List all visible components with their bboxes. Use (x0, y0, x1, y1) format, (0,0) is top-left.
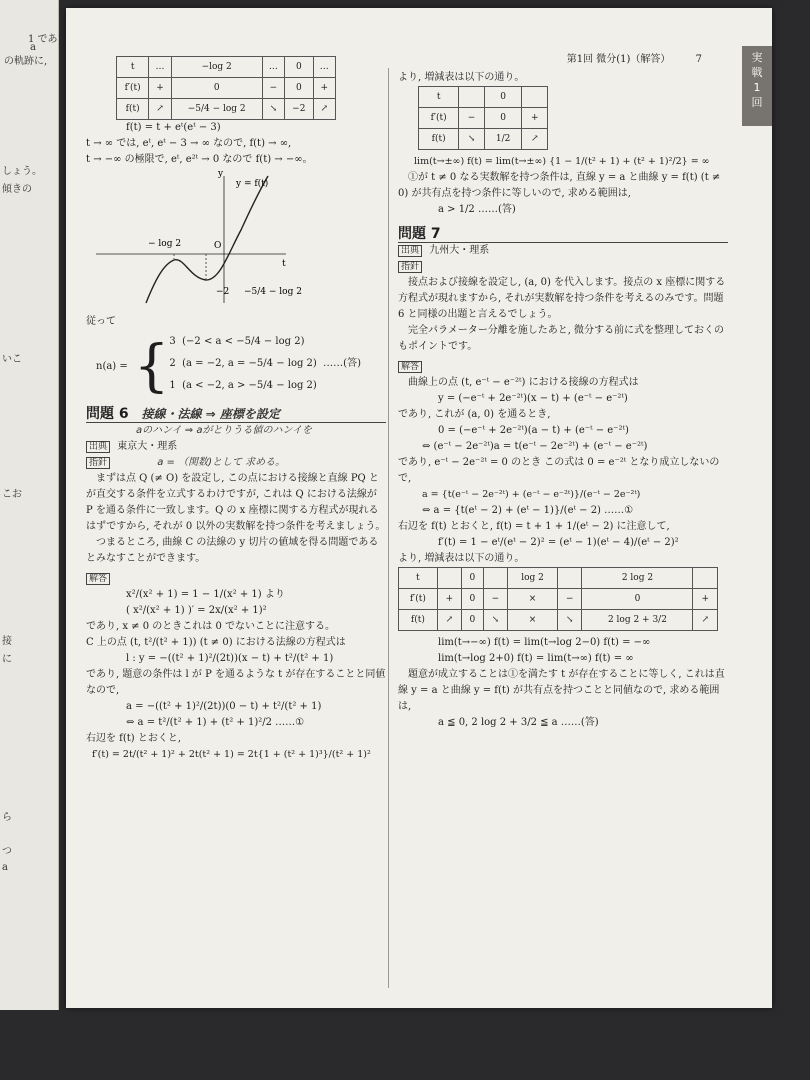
tick-label: −2 (216, 287, 230, 297)
answer-tag: 解答 (86, 573, 110, 585)
table-cell: × (508, 589, 558, 610)
fragment: いこ (2, 354, 22, 365)
handwritten-note: 接線・法線 ⇒ 座標を設定 (141, 407, 280, 421)
fragment: a (30, 42, 36, 53)
case-condition: (a < −2, a > −5/4 − log 2) (182, 380, 317, 391)
formula: ⇔ a = t²/(t² + 1) + (t² + 1)²/2 ……① (126, 717, 305, 728)
text-line: t → ∞ では, eᵗ, eᵗ − 3 → ∞ なので, f(t) → ∞, (86, 138, 292, 149)
text-line: 右辺を f(t) とおくと, f(t) = t + 1 + 1/(eᵗ − 2) に注意して, (398, 521, 670, 532)
table-cell: t (399, 568, 438, 589)
source-text: 九州大・理系 (429, 245, 490, 256)
table-cell (522, 87, 548, 108)
formula: l : y = −((t² + 1)²/(2t))(x − t) + t²/(t² + 1) (126, 653, 334, 664)
problem-title: 問題 6 (86, 406, 129, 422)
table-cell: −log 2 (171, 57, 262, 78)
formula: x²/(x² + 1) = 1 − 1/(x² + 1) より (126, 589, 285, 600)
answer-heading (86, 571, 386, 587)
text-line: であり, 題意の条件は l が P を通るような t が存在することと同値なので, (86, 669, 386, 696)
fragment: こお (2, 489, 22, 500)
table-cell: ↗ (437, 610, 461, 631)
tick-label: −5/4 − log 2 (244, 287, 302, 297)
formula: lim(t→±∞) f(t) = lim(t→±∞) {1 − 1/(t² + 1) + (t² + 1)²/2} = ∞ (414, 156, 710, 167)
case-list (169, 334, 361, 400)
paragraph: 題意が成立することは①を満たす t が存在することに等しく, これは直線 y = a と曲線 y = f(t) が共有点を持つことと同値なので, 求める範囲は, (398, 669, 725, 712)
formula: ( x²/(x² + 1) )′ = 2x/(x² + 1)² (126, 605, 267, 616)
hint-line (398, 259, 728, 275)
table-row (117, 57, 336, 78)
fragment: ら (2, 812, 12, 823)
table-cell: + (437, 589, 461, 610)
table-cell (459, 87, 484, 108)
formula: y = (−e⁻ᵗ + 2e⁻²ᵗ)(x − t) + (e⁻ᵗ − e⁻²ᵗ) (438, 393, 628, 404)
problem-6-heading (86, 406, 386, 423)
answer-formula: a > 1/2 ……(答) (438, 204, 516, 215)
source-text: 東京大・理系 (117, 441, 178, 452)
table-cell: 0 (484, 87, 522, 108)
text-line: より, 増減表は以下の通り。 (398, 72, 525, 83)
case-block (96, 334, 386, 400)
formula: ⇔ (e⁻ᵗ − 2e⁻²ᵗ)a = t(e⁻ᵗ − 2e⁻²ᵗ) + (e⁻ᵗ − e⁻²ᵗ) (422, 441, 648, 452)
fragment: に (2, 654, 12, 665)
paragraph: まずは点 Q (≠ O) を設定し, この点における接線と直線 PQ とが直交する条件を立式するわけですが, これは Q における法線が P を通る条件に一致します。Q の x 座標に関する方程式が現れるはずですから, それが 0 以外の実数解を持つ条件を考えましょう。 (86, 473, 386, 532)
case-item (169, 356, 361, 378)
table-cell: + (522, 108, 548, 129)
fragment: つ (2, 846, 12, 857)
text-line: 従って (86, 316, 116, 327)
table-cell: f(t) (117, 99, 149, 120)
case-item (169, 378, 361, 400)
table-cell: ↗ (522, 129, 548, 150)
table-row (419, 129, 548, 150)
formula: a = −((t² + 1)²/(2t))(0 − t) + t²/(t² + 1) (126, 701, 322, 712)
header-title: 第1回 微分(1)（解答） (566, 54, 671, 65)
table-cell: 0 (462, 589, 483, 610)
paragraph: つまるところ, 曲線 C の法線の y 切片の値域を得る問題であるとみなすことができます。 (86, 537, 379, 564)
table-row (399, 589, 718, 610)
variation-table-1 (116, 56, 336, 120)
table-cell: ↘ (557, 610, 581, 631)
formula: f′(t) = 2t/(t² + 1)² + 2t(t² + 1) = 2t{1 + (t² + 1)³}/(t² + 1)² (92, 749, 371, 760)
source-tag: 出典 (398, 245, 422, 257)
table-cell: f′(t) (419, 108, 459, 129)
formula: lim(t→log 2+0) f(t) = lim(t→∞) f(t) = ∞ (438, 653, 634, 664)
text-line: t → −∞ の極限で, eᵗ, e²ᵗ → 0 なので f(t) → −∞。 (86, 154, 313, 165)
case-value: 1 (169, 380, 176, 391)
table-cell: ↘ (459, 129, 484, 150)
case-value: 2 (169, 358, 176, 369)
answer-mark: ……(答) (323, 358, 361, 369)
table-cell: t (419, 87, 459, 108)
table-cell (483, 568, 507, 589)
formula: a = {t(e⁻ᵗ − 2e⁻²ᵗ) + (e⁻ᵗ − e⁻²ᵗ)}/(e⁻ᵗ − 2e⁻²ᵗ) (422, 489, 641, 500)
table-cell: 0 (462, 568, 483, 589)
table-cell: f′(t) (399, 589, 438, 610)
paragraph: 曲線上の点 (t, e⁻ᵗ − e⁻²ᵗ) における接線の方程式は (408, 377, 639, 388)
table-cell: × (508, 610, 558, 631)
page-number: 7 (695, 54, 702, 65)
hint-tag: 指針 (86, 457, 110, 469)
case-value: 3 (169, 336, 176, 347)
text-line: より, 増減表は以下の通り。 (398, 553, 525, 564)
tick-label: − log 2 (148, 239, 182, 249)
table-cell (693, 568, 718, 589)
table-cell: − (262, 78, 284, 99)
table-cell: … (313, 57, 335, 78)
table-cell: − (557, 589, 581, 610)
variation-table-2 (418, 86, 548, 150)
table-row (117, 78, 336, 99)
table-cell: … (149, 57, 171, 78)
brace: { (133, 334, 170, 399)
fragment: a (2, 862, 8, 873)
chapter-tab (742, 46, 772, 126)
y-axis-label: y (218, 169, 224, 179)
table-cell: −2 (285, 99, 313, 120)
table-cell: … (262, 57, 284, 78)
text-line: であり, これが (a, 0) を通るとき, (398, 409, 551, 420)
fragment: の軌跡に, (4, 56, 48, 67)
left-column (86, 56, 386, 763)
table-cell: ↗ (693, 610, 718, 631)
handwritten-note: a = （関数)として 求める。 (157, 457, 286, 468)
right-column (398, 70, 728, 731)
table-cell: ↘ (483, 610, 507, 631)
answer-formula: a ≦ 0, 2 log 2 + 3/2 ≦ a ……(答) (438, 717, 599, 728)
formula: f(t) = t + eᵗ(eᵗ − 3) (126, 122, 221, 133)
table-cell: − (459, 108, 484, 129)
table-cell: 0 (285, 57, 313, 78)
paragraph: 完全パラメーター分離を施したあと, 微分する前に式を整理しておくのもポイントです。 (398, 325, 725, 352)
na-label: n(a) = (96, 361, 128, 372)
fragment: 傾きの (2, 184, 32, 195)
table-cell (557, 568, 581, 589)
function-graph (86, 168, 386, 308)
left-page-edge (0, 0, 59, 1010)
table-cell: 1/2 (484, 129, 522, 150)
table-cell: −5/4 − log 2 (171, 99, 262, 120)
table-cell: f(t) (419, 129, 459, 150)
table-cell: f′(t) (117, 78, 149, 99)
table-cell (437, 568, 461, 589)
table-row (399, 610, 718, 631)
tab-char: 1 (753, 81, 761, 94)
problem-title: 問題 7 (398, 226, 441, 242)
source-line (86, 439, 386, 455)
t-axis-label: t (282, 259, 286, 269)
curve-label: y = f(t) (236, 179, 269, 189)
table-cell: 2 log 2 + 3/2 (582, 610, 693, 631)
table-cell: + (313, 78, 335, 99)
table-cell: f(t) (399, 610, 438, 631)
formula: lim(t→−∞) f(t) = lim(t→log 2−0) f(t) = −∞ (438, 637, 651, 648)
answer-page (66, 8, 772, 1008)
answer-heading (398, 359, 728, 375)
table-cell: 0 (462, 610, 483, 631)
case-condition: (−2 < a < −5/4 − log 2) (182, 336, 305, 347)
table-cell: 0 (285, 78, 313, 99)
table-cell: 2 log 2 (582, 568, 693, 589)
table-cell: ↗ (149, 99, 171, 120)
formula: f′(t) = 1 − eᵗ/(eᵗ − 2)² = (eᵗ − 1)(eᵗ − 4)/(eᵗ − 2)² (438, 537, 679, 548)
column-divider (388, 68, 389, 988)
case-item (169, 334, 361, 356)
table-cell: 0 (171, 78, 262, 99)
case-condition: (a = −2, a = −5/4 − log 2) (182, 358, 317, 369)
table-row (399, 568, 718, 589)
source-tag: 出典 (86, 441, 110, 453)
table-row (419, 108, 548, 129)
table-cell: log 2 (508, 568, 558, 589)
table-cell: + (693, 589, 718, 610)
text-line: であり, x ≠ 0 のときこれは 0 でないことに注意する。 (86, 621, 335, 632)
paragraph: ①が t ≠ 0 なる実数解を持つ条件は, 直線 y = a と曲線 y = f(t) (t ≠ 0) が共有点を持つ条件に等しいので, 求める範囲は, (398, 172, 721, 199)
table-cell: 0 (484, 108, 522, 129)
table-cell: ↘ (262, 99, 284, 120)
fragment: 接 (2, 636, 12, 647)
origin-label: O (214, 241, 222, 251)
text-line: 右辺を f(t) とおくと, (86, 733, 182, 744)
hint-line (86, 455, 386, 471)
text-line: であり, e⁻ᵗ − 2e⁻²ᵗ = 0 のとき この式は 0 = e⁻²ᵗ となり成立しないので, (398, 457, 720, 484)
table-cell: + (149, 78, 171, 99)
tab-char: 回 (751, 96, 763, 109)
table-cell: 0 (582, 589, 693, 610)
source-line (398, 243, 728, 259)
handwritten-note: aのハンイ ⇒ aがとりうる値のハンイを (136, 425, 312, 436)
tab-char: 戦 (751, 66, 763, 79)
table-row (117, 99, 336, 120)
formula: ⇔ a = {t(eᵗ − 2) + (eᵗ − 1)}/(eᵗ − 2) ……① (422, 505, 634, 516)
paragraph: 接点および接線を設定し, (a, 0) を代入します。接点の x 座標に関する方程式が現れますから, それが実数解を持つ条件を考えるのみです。問題 6 と同様の出題と言えるでしょう。 (398, 277, 726, 320)
text-line: C 上の点 (t, t²/(t² + 1)) (t ≠ 0) における法線の方程式は (86, 637, 346, 648)
fragment: 1 であ (28, 34, 58, 45)
variation-table-3 (398, 567, 718, 631)
table-cell: ↗ (313, 99, 335, 120)
answer-tag: 解答 (398, 361, 422, 373)
tab-char: 実 (751, 51, 763, 64)
problem-7-heading (398, 226, 728, 243)
table-cell: t (117, 57, 149, 78)
formula: 0 = (−e⁻ᵗ + 2e⁻²ᵗ)(a − t) + (e⁻ᵗ − e⁻²ᵗ) (438, 425, 629, 436)
table-cell: − (483, 589, 507, 610)
table-row (419, 87, 548, 108)
fragment: しょう。 (2, 166, 42, 177)
page-header (567, 50, 702, 65)
hint-tag: 指針 (398, 261, 422, 273)
